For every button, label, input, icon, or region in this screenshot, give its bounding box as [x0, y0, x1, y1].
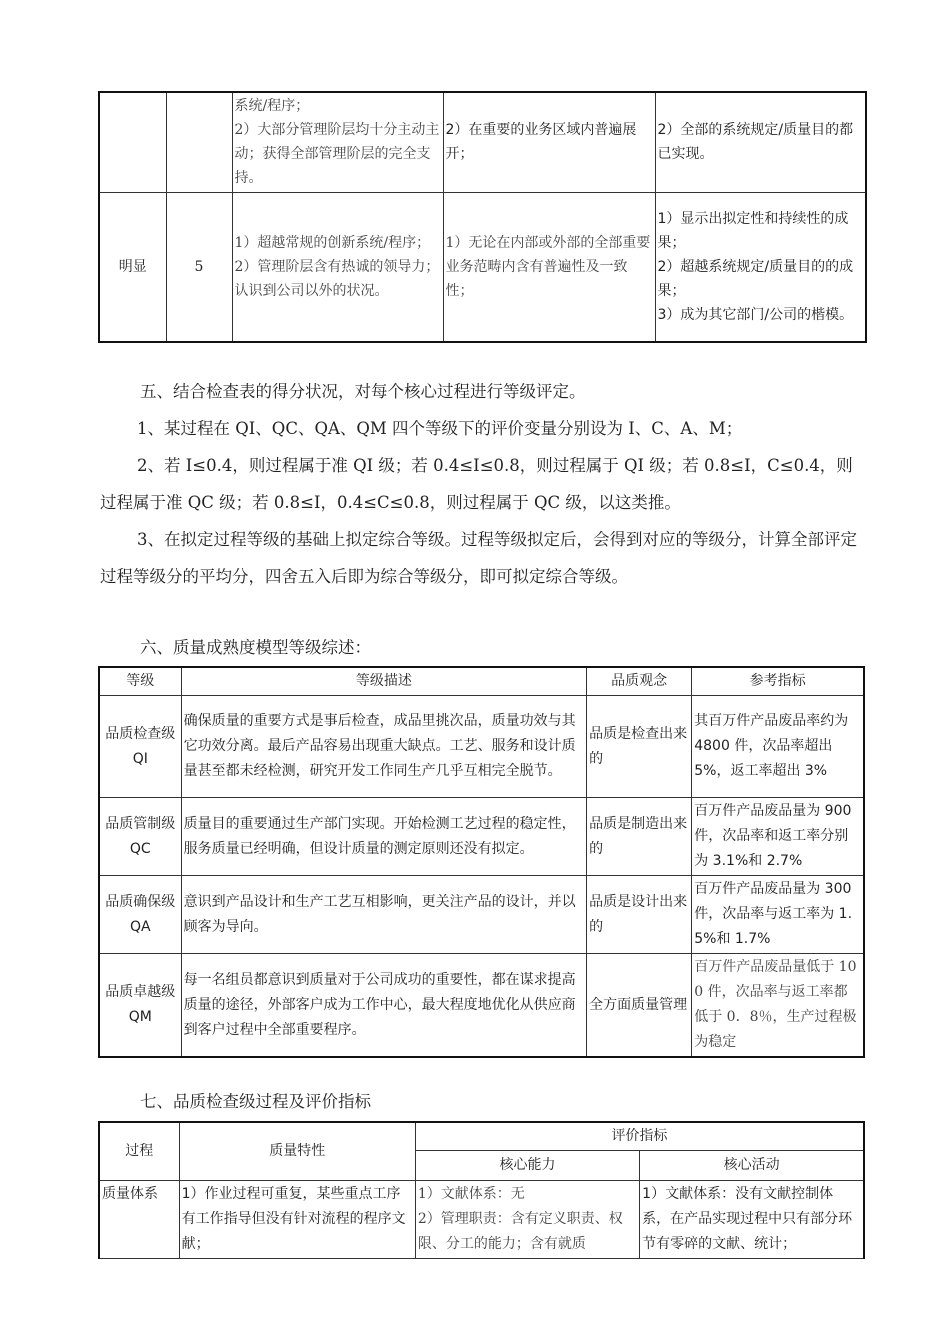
level-cell: 品质卓越级 QM [99, 954, 181, 1058]
index-cell: 百万件产品废品量低于 100 件，次品率与返工率都低于 0．8％，生产过程极为稳定 [692, 954, 864, 1058]
section-5-heading: 五、结合检查表的得分状况，对每个核心过程进行等级评定。 [140, 382, 586, 401]
description-cell: 确保质量的重要方式是事后检查，成品里挑次品，质量功效与其它功效分离。最后产品容易出现重大缺点。工艺、服务和设计质量甚至都未经检测，研究开发工作同生产几乎互相完全脱节。 [181, 696, 587, 798]
result-criteria-cell: 1）显示出拟定性和持续性的成果； 2）超越系统规定/质量目的的成果； 3）成为其它部门/公司的楷模。 [655, 192, 866, 342]
table-header-row [99, 667, 864, 696]
header-description: 等级描述 [181, 667, 587, 696]
system-criteria-cell: 系统/程序； 2）大部分管理阶层均十分主动主动；获得全部管理阶层的完全支持。 [232, 92, 443, 192]
level-cell: 品质管制级 QC [99, 798, 181, 876]
table-row [99, 954, 864, 1058]
system-criteria-cell: 1）超越常规的创新系统/程序； 2）管理阶层含有热诚的领导力；认识到公司以外的状况。 [232, 192, 443, 342]
ability-cell: 1）文献体系：无 2）管理职责：含有定义职责、权限、分工的能力；含有就质 [415, 1181, 639, 1259]
section-5-body [100, 410, 860, 595]
scope-criteria-cell: 2）在重要的业务区域内普遍展开； [443, 92, 655, 192]
maturity-levels-table [98, 666, 865, 1058]
concept-cell: 全方面质量管理 [587, 954, 692, 1058]
table-row [99, 876, 864, 954]
section-6-heading: 六、质量成熟度模型等级综述： [140, 638, 371, 657]
process-cell: 质量体系 [99, 1181, 179, 1259]
description-cell: 意识到产品设计和生产工艺互相影响，更关注产品的设计，并以顾客为导向。 [181, 876, 587, 954]
table-header-row [99, 1122, 864, 1151]
description-cell: 每一名组员都意识到质量对于公司成功的重要性，都在谋求提高质量的途径，外部客户成为工作中心，最大程度地优化从供应商到客户过程中全部重要程序。 [181, 954, 587, 1058]
concept-cell: 品质是设计出来的 [587, 876, 692, 954]
header-level: 等级 [99, 667, 181, 696]
table-row [99, 696, 864, 798]
table-row [99, 798, 864, 876]
concept-cell: 品质是制造出来的 [587, 798, 692, 876]
score-cell [166, 92, 232, 192]
section-7-heading: 七、品质检查级过程及评价指标 [140, 1092, 371, 1111]
paragraph: 2、若 I≤0.4，则过程属于准 QI 级；若 0.4≤I≤0.8，则过程属于 QI 级；若 0.8≤I，C≤0.4，则过程属于准 QC 级；若 0.8≤I，0.4≤C≤0.8，则过程属于 QC 级，以这类推。 [100, 456, 853, 512]
maturity-criteria-table [98, 91, 867, 343]
header-evaluation: 评价指标 [415, 1122, 864, 1151]
level-cell: 明显 [99, 192, 166, 342]
index-cell: 百万件产品废品量为 900 件，次品率和返工率分别为 3.1%和 2.7% [692, 798, 864, 876]
paragraph: 3、在拟定过程等级的基础上拟定综合等级。过程等级拟定后，会得到对应的等级分，计算全部评定过程等级分的平均分，四舍五入后即为综合等级分，即可拟定综合等级。 [100, 530, 857, 586]
quality-cell: 1）作业过程可重复，某些重点工序有工作指导但没有针对流程的程序文献； [179, 1181, 415, 1259]
result-criteria-cell: 2）全部的系统规定/质量目的都已实现。 [655, 92, 866, 192]
activity-cell: 1）文献体系：没有文献控制体系，在产品实现过程中只有部分环节有零碎的文献、统计； [640, 1181, 864, 1259]
index-cell: 其百万件产品废品率约为 4800 件，次品率超出 5%，返工率超出 3% [692, 696, 864, 798]
process-evaluation-table [98, 1121, 865, 1259]
header-concept: 品质观念 [587, 667, 692, 696]
concept-cell: 品质是检查出来的 [587, 696, 692, 798]
description-cell: 质量目的重要通过生产部门实现。开始检测工艺过程的稳定性，服务质量已经明确，但设计质量的测定原则还没有拟定。 [181, 798, 587, 876]
table-row [99, 92, 866, 192]
level-cell: 品质检查级 QI [99, 696, 181, 798]
index-cell: 百万件产品废品量为 300 件，次品率与返工率为 1.5%和 1.7% [692, 876, 864, 954]
header-process: 过程 [99, 1122, 179, 1181]
table-row [99, 192, 866, 342]
header-ability: 核心能力 [415, 1151, 639, 1181]
header-index: 参考指标 [692, 667, 864, 696]
header-quality: 质量特性 [179, 1122, 415, 1181]
score-cell: 5 [166, 192, 232, 342]
scope-criteria-cell: 1）无论在内部或外部的全部重要业务范畴内含有普遍性及一致性； [443, 192, 655, 342]
level-cell [99, 92, 166, 192]
header-activity: 核心活动 [640, 1151, 864, 1181]
level-cell: 品质确保级 QA [99, 876, 181, 954]
table-row [99, 1181, 864, 1259]
paragraph: 1、某过程在 QI、QC、QA、QM 四个等级下的评价变量分别设为 I、C、A、M； [137, 419, 743, 438]
